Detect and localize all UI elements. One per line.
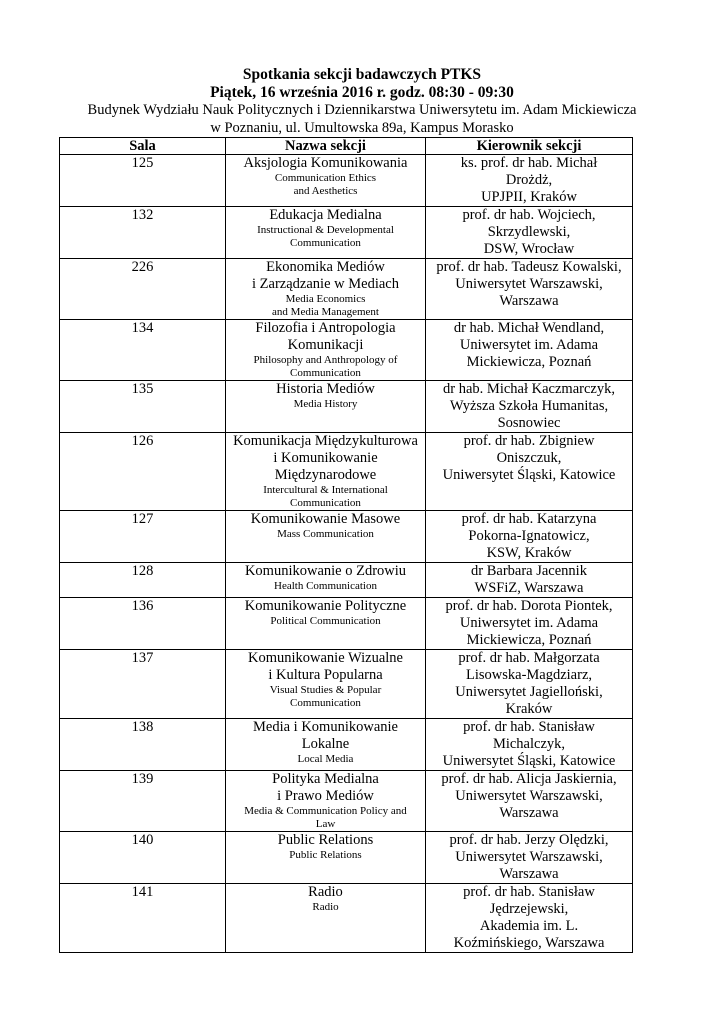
section-name-cell: [226, 719, 426, 771]
venue-line-1: Budynek Wydziału Nauk Politycznych i Dziennikarstwa Uniwersytetu im. Adam Mickiewicza: [87, 102, 637, 118]
section-name-english: Visual Studies & Popular: [269, 684, 382, 696]
section-name-english: Philosophy and Anthropology of: [253, 354, 398, 366]
section-head-name: prof. dr hab. Wojciech, Skrzydlewski, DSW, Wrocław: [462, 207, 596, 257]
table-row: [60, 381, 633, 433]
table-row: [60, 207, 633, 259]
room-number: 127: [60, 511, 226, 563]
section-name-english: Instructional & Developmental: [257, 224, 394, 236]
table-row: [60, 563, 633, 598]
meeting-date: Piątek, 16 września 2016 r. godz. 08:30 - 09:30: [210, 84, 514, 101]
section-head-cell: [426, 598, 633, 650]
section-head-cell: [426, 433, 633, 511]
section-name-english: Political Communication: [270, 615, 381, 627]
room-number: 140: [60, 832, 226, 884]
section-name-polish: i Prawo Mediów: [277, 788, 374, 804]
section-name-polish: Historia Mediów: [276, 381, 375, 397]
section-head-name: prof. dr hab. Dorota Piontek, Uniwersytet im. Adama Mickiewicza, Poznań: [445, 598, 613, 648]
section-name-polish: Komunikacji: [287, 337, 364, 353]
section-name-cell: [226, 884, 426, 953]
room-number: 125: [60, 155, 226, 207]
section-name-cell: [226, 259, 426, 320]
section-name-polish: Międzynarodowe: [274, 467, 377, 483]
section-head-name: prof. dr hab. Zbigniew Oniszczuk, Uniwersytet Śląski, Katowice: [442, 433, 616, 483]
sections-table: [59, 137, 633, 953]
section-head-name: prof. dr hab. Katarzyna Pokorna-Ignatowicz, KSW, Kraków: [461, 511, 597, 561]
section-head-name: prof. dr hab. Jerzy Olędzki, Uniwersytet Warszawski, Warszawa: [449, 832, 609, 882]
table-row: [60, 719, 633, 771]
section-name-cell: [226, 320, 426, 381]
table-row: [60, 259, 633, 320]
room-number: 141: [60, 884, 226, 953]
section-name-cell: [226, 381, 426, 433]
section-name-english: and Media Management: [272, 306, 379, 318]
section-head-cell: [426, 771, 633, 832]
section-name-english: Mass Communication: [277, 528, 374, 540]
column-header-section-head: Kierownik sekcji: [426, 138, 633, 155]
section-name-english: Intercultural & International: [263, 484, 388, 496]
section-name-english: and Aesthetics: [293, 185, 358, 197]
section-name-english: Radio: [312, 901, 339, 913]
section-name-english: Communication: [290, 497, 361, 509]
section-name-english: Media History: [293, 398, 358, 410]
section-name-english: Communication: [290, 367, 361, 379]
room-number: 139: [60, 771, 226, 832]
room-number: 135: [60, 381, 226, 433]
section-name-polish: Public Relations: [277, 832, 374, 848]
section-head-name: prof. dr hab. Alicja Jaskiernia, Uniwersytet Warszawski, Warszawa: [441, 771, 617, 821]
section-head-name: prof. dr hab. Stanisław Jędrzejewski, Akademia im. L. Koźmińskiego, Warszawa: [453, 884, 605, 951]
section-name-english: Media & Communication Policy and: [244, 805, 407, 817]
section-head-cell: [426, 511, 633, 563]
section-name-cell: [226, 650, 426, 719]
table-row: [60, 771, 633, 832]
section-head-cell: [426, 884, 633, 953]
section-name-polish: Komunikowanie Masowe: [250, 511, 401, 527]
room-number: 226: [60, 259, 226, 320]
room-number: 132: [60, 207, 226, 259]
table-row: [60, 650, 633, 719]
table-row: [60, 511, 633, 563]
section-name-polish: Komunikowanie Wizualne: [248, 650, 403, 666]
table-body: [60, 155, 633, 953]
section-name-english: Local Media: [297, 753, 354, 765]
column-header-section-name: Nazwa sekcji: [226, 138, 426, 155]
section-head-name: prof. dr hab. Stanisław Michalczyk, Uniwersytet Śląski, Katowice: [442, 719, 616, 769]
room-number: 128: [60, 563, 226, 598]
document-title: Spotkania sekcji badawczych PTKS: [242, 66, 482, 83]
section-head-name: prof. dr hab. Tadeusz Kowalski, Uniwersytet Warszawski, Warszawa: [436, 259, 622, 309]
section-name-polish: Lokalne: [301, 736, 350, 752]
section-name-cell: [226, 433, 426, 511]
section-name-cell: [226, 207, 426, 259]
section-name-english: Communication Ethics: [274, 172, 377, 184]
section-name-polish: Komunikowanie Polityczne: [244, 598, 407, 614]
section-name-cell: [226, 155, 426, 207]
section-name-english: Communication: [290, 237, 361, 249]
section-name-cell: [226, 511, 426, 563]
column-header-room: Sala: [60, 138, 226, 155]
section-name-polish: Edukacja Medialna: [269, 207, 382, 223]
room-number: 137: [60, 650, 226, 719]
section-head-name: ks. prof. dr hab. Michał Drożdż, UPJPII, Kraków: [460, 155, 598, 205]
section-name-polish: Filozofia i Antropologia: [255, 320, 396, 336]
section-head-cell: [426, 650, 633, 719]
section-head-cell: [426, 259, 633, 320]
section-name-english: Media Economics: [285, 293, 366, 305]
table-row: [60, 598, 633, 650]
section-head-cell: [426, 207, 633, 259]
section-name-polish: i Kultura Popularna: [268, 667, 383, 683]
section-name-polish: Radio: [308, 884, 343, 900]
table-row: [60, 884, 633, 953]
section-name-cell: [226, 563, 426, 598]
section-name-cell: [226, 771, 426, 832]
section-name-polish: Komunikowanie o Zdrowiu: [244, 563, 407, 579]
room-number: 136: [60, 598, 226, 650]
section-name-polish: Aksjologia Komunikowania: [243, 155, 408, 171]
table-row: [60, 832, 633, 884]
section-head-name: dr Barbara Jacennik WSFiZ, Warszawa: [471, 563, 587, 596]
section-head-cell: [426, 381, 633, 433]
room-number: 138: [60, 719, 226, 771]
section-head-name: dr hab. Michał Kaczmarczyk, Wyższa Szkoła Humanitas, Sosnowiec: [443, 381, 615, 431]
section-name-english: Health Communication: [274, 580, 377, 592]
venue-line-2: w Poznaniu, ul. Umultowska 89a, Kampus Morasko: [210, 119, 514, 136]
section-name-cell: [226, 832, 426, 884]
section-head-cell: [426, 155, 633, 207]
section-name-english: Law: [315, 818, 336, 830]
section-head-name: dr hab. Michał Wendland, Uniwersytet im. Adama Mickiewicza, Poznań: [453, 320, 605, 370]
room-number: 126: [60, 433, 226, 511]
section-head-cell: [426, 719, 633, 771]
section-head-name: prof. dr hab. Małgorzata Lisowska-Magdziarz, Uniwersytet Jagielloński, Kraków: [455, 650, 603, 717]
section-head-cell: [426, 832, 633, 884]
room-number: 134: [60, 320, 226, 381]
document-header: [0, 66, 724, 137]
section-name-polish: Media i Komunikowanie: [253, 719, 398, 735]
section-name-polish: i Komunikowanie: [273, 450, 378, 466]
section-name-polish: Polityka Medialna: [272, 771, 379, 787]
section-head-cell: [426, 563, 633, 598]
table-row: [60, 155, 633, 207]
section-name-cell: [226, 598, 426, 650]
section-name-polish: Komunikacja Międzykulturowa: [233, 433, 418, 449]
table-header-row: [60, 138, 633, 155]
section-head-cell: [426, 320, 633, 381]
table-row: [60, 433, 633, 511]
section-name-english: Communication: [290, 697, 361, 709]
section-name-english: Public Relations: [289, 849, 362, 861]
section-name-polish: Ekonomika Mediów: [266, 259, 385, 275]
table-row: [60, 320, 633, 381]
section-name-polish: i Zarządzanie w Mediach: [252, 276, 399, 292]
